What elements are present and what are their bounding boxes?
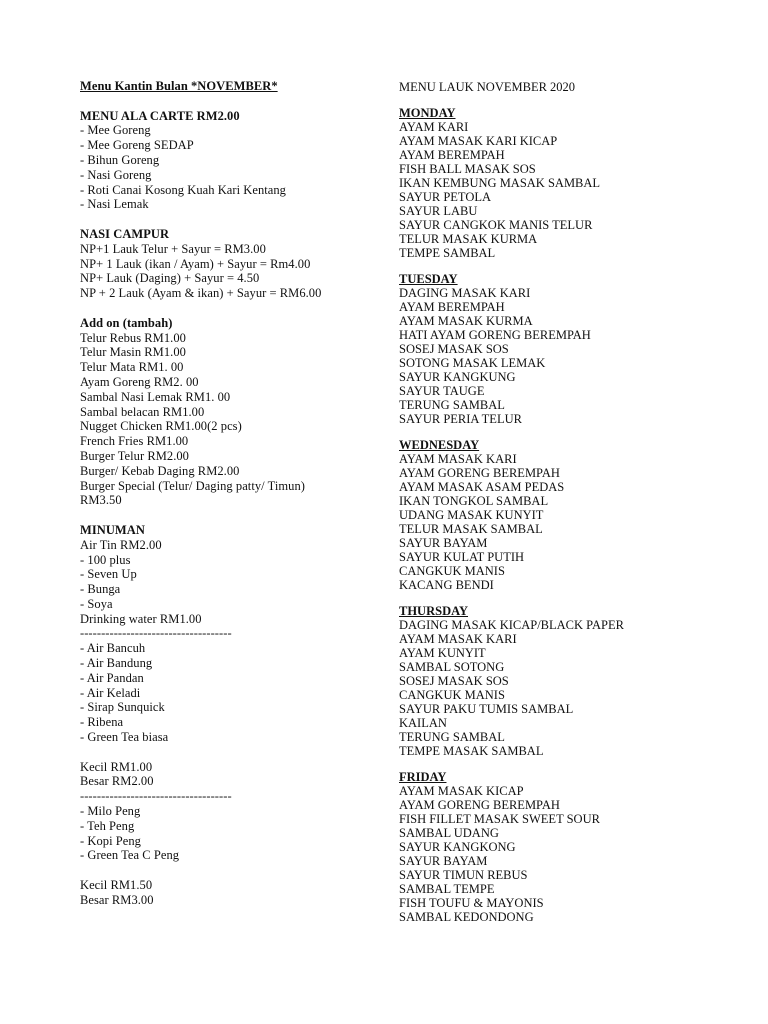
list-item: - Air Bancuh — [80, 641, 146, 656]
day-section-monday — [399, 106, 759, 260]
ala-carte-heading: MENU ALA CARTE RM2.00 — [80, 108, 240, 123]
list-item: KAILAN — [399, 716, 447, 730]
divider: ------------------------------------ — [80, 626, 232, 641]
list-item: - Green Tea C Peng — [80, 848, 180, 863]
list-item: SAYUR BAYAM — [399, 536, 488, 550]
list-item: AYAM MASAK KICAP — [399, 784, 524, 798]
list-item: Telur Masin RM1.00 — [80, 345, 186, 360]
list-item: Ayam Goreng RM2. 00 — [80, 374, 199, 389]
list-item: AYAM MASAK KARI — [399, 632, 517, 646]
list-item: TEMPE SAMBAL — [399, 246, 496, 260]
list-item: Telur Rebus RM1.00 — [80, 330, 186, 345]
right-column — [399, 79, 759, 924]
list-item: SOTONG MASAK LEMAK — [399, 356, 546, 370]
list-item: RM3.50 — [80, 493, 122, 508]
left-column — [80, 79, 380, 908]
list-item: - Kopi Peng — [80, 833, 141, 848]
list-item: SAYUR KANGKONG — [399, 840, 516, 854]
list-item: Telur Mata RM1. 00 — [80, 360, 184, 375]
list-item: DAGING MASAK KICAP/BLACK PAPER — [399, 618, 624, 632]
list-item: AYAM BEREMPAH — [399, 148, 505, 162]
list-item: - Mee Goreng — [80, 123, 151, 138]
day-section-wednesday — [399, 438, 759, 592]
add-on-heading: Add on (tambah) — [80, 315, 173, 330]
list-item: Burger/ Kebab Daging RM2.00 — [80, 463, 240, 478]
add-on-section — [80, 316, 380, 508]
menu-title: Menu Kantin Bulan *NOVEMBER* — [80, 79, 278, 93]
list-item: CANGKUK MANIS — [399, 564, 505, 578]
list-item: - Nasi Goreng — [80, 167, 152, 182]
list-item: FISH BALL MASAK SOS — [399, 162, 536, 176]
list-item: FISH TOUFU & MAYONIS — [399, 896, 544, 910]
list-item: IKAN TONGKOL SAMBAL — [399, 494, 549, 508]
list-item: NP+ 1 Lauk (ikan / Ayam) + Sayur = Rm4.00 — [80, 256, 311, 271]
list-item: - Seven Up — [80, 567, 137, 582]
list-item: SAYUR PETOLA — [399, 190, 492, 204]
list-item: TERUNG SAMBAL — [399, 730, 505, 744]
list-item: SAYUR PERIA TELUR — [399, 412, 522, 426]
price-line: Besar RM2.00 — [80, 774, 154, 789]
list-item: DAGING MASAK KARI — [399, 286, 531, 300]
list-item: UDANG MASAK KUNYIT — [399, 508, 544, 522]
price-line: Kecil RM1.50 — [80, 878, 153, 893]
list-item: SAYUR KANGKUNG — [399, 370, 516, 384]
list-item: Drinking water RM1.00 — [80, 611, 202, 626]
list-item: SAYUR BAYAM — [399, 854, 488, 868]
list-item: Sambal Nasi Lemak RM1. 00 — [80, 389, 231, 404]
list-item: - Bunga — [80, 582, 121, 597]
nasi-campur-heading: NASI CAMPUR — [80, 226, 170, 241]
list-item: NP+1 Lauk Telur + Sayur = RM3.00 — [80, 241, 266, 256]
day-heading: THURSDAY — [399, 604, 469, 618]
list-item: SAMBAL SOTONG — [399, 660, 505, 674]
list-item: - Green Tea biasa — [80, 730, 169, 745]
list-item: NP + 2 Lauk (Ayam & ikan) + Sayur = RM6.00 — [80, 286, 322, 301]
list-item: AYAM GORENG BEREMPAH — [399, 466, 560, 480]
list-item: AYAM KUNYIT — [399, 646, 486, 660]
minuman-heading: MINUMAN — [80, 522, 145, 537]
list-item: - Sirap Sunquick — [80, 700, 165, 715]
day-section-tuesday — [399, 272, 759, 426]
price-line: Besar RM3.00 — [80, 892, 154, 907]
list-item: SAMBAL UDANG — [399, 826, 499, 840]
list-item: AYAM GORENG BEREMPAH — [399, 798, 560, 812]
list-item: - Air Keladi — [80, 685, 141, 700]
price-line: Kecil RM1.00 — [80, 759, 153, 774]
list-item: - Air Pandan — [80, 670, 144, 685]
list-item: French Fries RM1.00 — [80, 434, 189, 449]
divider: ------------------------------------ — [80, 789, 232, 804]
list-item: TERUNG SAMBAL — [399, 398, 505, 412]
list-item: SAYUR LABU — [399, 204, 478, 218]
list-item: SAMBAL TEMPE — [399, 882, 495, 896]
list-item: Burger Special (Telur/ Daging patty/ Timun) — [80, 478, 305, 493]
list-item: - Teh Peng — [80, 818, 135, 833]
list-item: - Air Bandung — [80, 656, 153, 671]
lauk-title: MENU LAUK NOVEMBER 2020 — [399, 80, 576, 94]
day-heading: FRIDAY — [399, 770, 447, 784]
list-item: SAYUR CANGKOK MANIS TELUR — [399, 218, 593, 232]
list-item: - Nasi Lemak — [80, 197, 149, 212]
list-item: NP+ Lauk (Daging) + Sayur = 4.50 — [80, 271, 260, 286]
list-item: AYAM MASAK KARI KICAP — [399, 134, 558, 148]
nasi-campur-section — [80, 227, 380, 301]
list-item: - Soya — [80, 596, 113, 611]
list-item: - Mee Goreng SEDAP — [80, 138, 194, 153]
list-item: TELUR MASAK SAMBAL — [399, 522, 543, 536]
list-item: - Ribena — [80, 715, 124, 730]
list-item: AYAM MASAK KARI — [399, 452, 517, 466]
list-item: SAMBAL KEDONDONG — [399, 910, 534, 924]
list-item: CANGKUK MANIS — [399, 688, 505, 702]
list-item: SAYUR TAUGE — [399, 384, 485, 398]
list-item: SOSEJ MASAK SOS — [399, 342, 509, 356]
list-item: KACANG BENDI — [399, 578, 494, 592]
day-section-thursday — [399, 604, 759, 758]
list-item: SOSEJ MASAK SOS — [399, 674, 509, 688]
list-item: TEMPE MASAK SAMBAL — [399, 744, 544, 758]
day-heading: TUESDAY — [399, 272, 458, 286]
list-item: SAYUR TIMUN REBUS — [399, 868, 528, 882]
list-item: - 100 plus — [80, 552, 131, 567]
day-heading: WEDNESDAY — [399, 438, 480, 452]
list-item: - Bihun Goreng — [80, 152, 160, 167]
minuman-section — [80, 523, 380, 908]
list-item: TELUR MASAK KURMA — [399, 232, 538, 246]
list-item: AYAM MASAK KURMA — [399, 314, 533, 328]
list-item: SAYUR PAKU TUMIS SAMBAL — [399, 702, 574, 716]
list-item: SAYUR KULAT PUTIH — [399, 550, 525, 564]
list-item: AYAM KARI — [399, 120, 469, 134]
list-item: AYAM MASAK ASAM PEDAS — [399, 480, 565, 494]
day-section-friday — [399, 770, 759, 924]
list-item: Nugget Chicken RM1.00(2 pcs) — [80, 419, 242, 434]
list-item: IKAN KEMBUNG MASAK SAMBAL — [399, 176, 601, 190]
list-item: HATI AYAM GORENG BEREMPAH — [399, 328, 591, 342]
list-item: Sambal belacan RM1.00 — [80, 404, 205, 419]
day-heading: MONDAY — [399, 106, 456, 120]
list-item: Air Tin RM2.00 — [80, 537, 162, 552]
list-item: - Roti Canai Kosong Kuah Kari Kentang — [80, 182, 286, 197]
list-item: AYAM BEREMPAH — [399, 300, 505, 314]
list-item: FISH FILLET MASAK SWEET SOUR — [399, 812, 600, 826]
ala-carte-section — [80, 109, 380, 213]
list-item: - Milo Peng — [80, 804, 141, 819]
list-item: Burger Telur RM2.00 — [80, 448, 189, 463]
